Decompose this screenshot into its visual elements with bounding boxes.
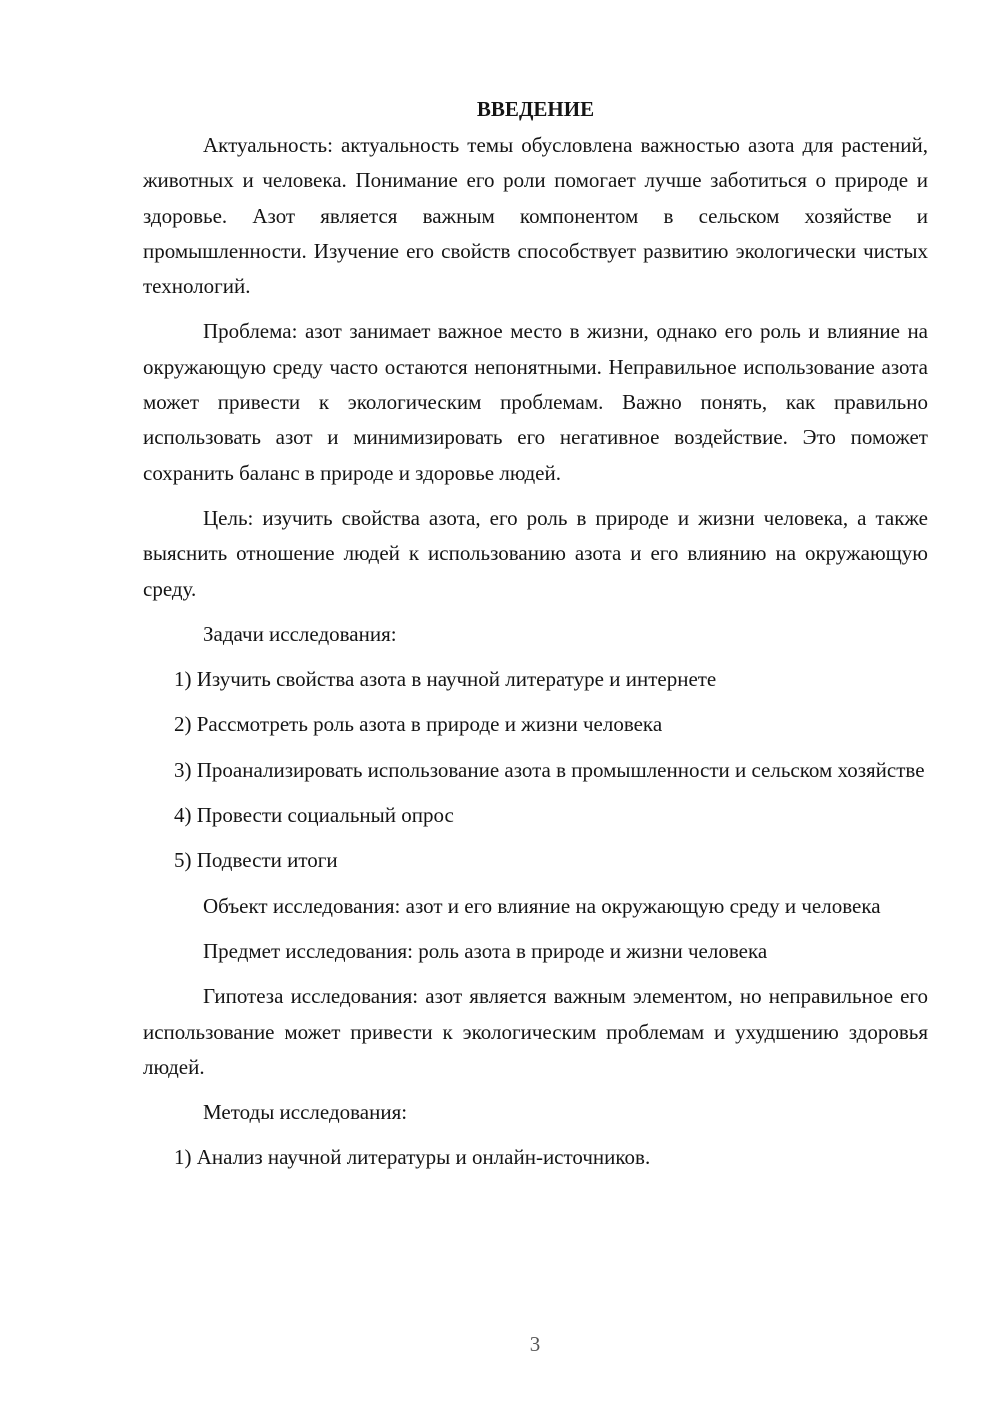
relevance-paragraph: Актуальность: актуальность темы обусловлена важностью азота для растений, животных и человека. Понимание его роли помогает лучше заботиться о природе и здоровье. Азот является важным компонентом в сельском хозяйстве и промышленности. Изучение его свойств способствует развитию экологически чистых технологий. bbox=[143, 133, 928, 299]
methods-heading: Методы исследования: bbox=[203, 1100, 408, 1125]
task-item: 2) Рассмотреть роль азота в природе и жизни человека bbox=[174, 712, 663, 737]
object-paragraph: Объект исследования: азот и его влияние на окружающую среду и человека bbox=[203, 893, 881, 918]
hypothesis-paragraph: Гипотеза исследования: азот является важным элементом, но неправильное его использование может привести к экологическим проблемам и ухудшению здоровья людей. bbox=[143, 984, 928, 1079]
task-item: 3) Проанализировать использование азота в промышленности и сельском хозяйстве bbox=[174, 757, 925, 782]
task-item: 1) Изучить свойства азота в научной литературе и интернете bbox=[174, 667, 717, 692]
subject-paragraph: Предмет исследования: роль азота в природе и жизни человека bbox=[203, 938, 768, 963]
problem-paragraph: Проблема: азот занимает важное место в жизни, однако его роль и влияние на окружающую среду часто остаются непонятными. Неправильное использование азота может привести к экологическим проблемам. Важно понять, как правильно использовать азот и минимизировать его негативное воздействие. Это поможет сохранить баланс в природе и здоровье людей. bbox=[143, 319, 928, 485]
tasks-heading: Задачи исследования: bbox=[203, 621, 397, 646]
section-title: ВВЕДЕНИЕ bbox=[476, 97, 595, 121]
document-page bbox=[143, 92, 928, 1186]
goal-paragraph: Цель: изучить свойства азота, его роль в природе и жизни человека, а также выяснить отношение людей к использованию азота и его влиянию на окружающую среду. bbox=[143, 505, 928, 601]
task-item: 4) Провести социальный опрос bbox=[174, 803, 454, 828]
task-item: 5) Подвести итоги bbox=[174, 848, 338, 873]
method-item: 1) Анализ научной литературы и онлайн-источников. bbox=[174, 1145, 651, 1170]
page-number: 3 bbox=[529, 1332, 541, 1356]
